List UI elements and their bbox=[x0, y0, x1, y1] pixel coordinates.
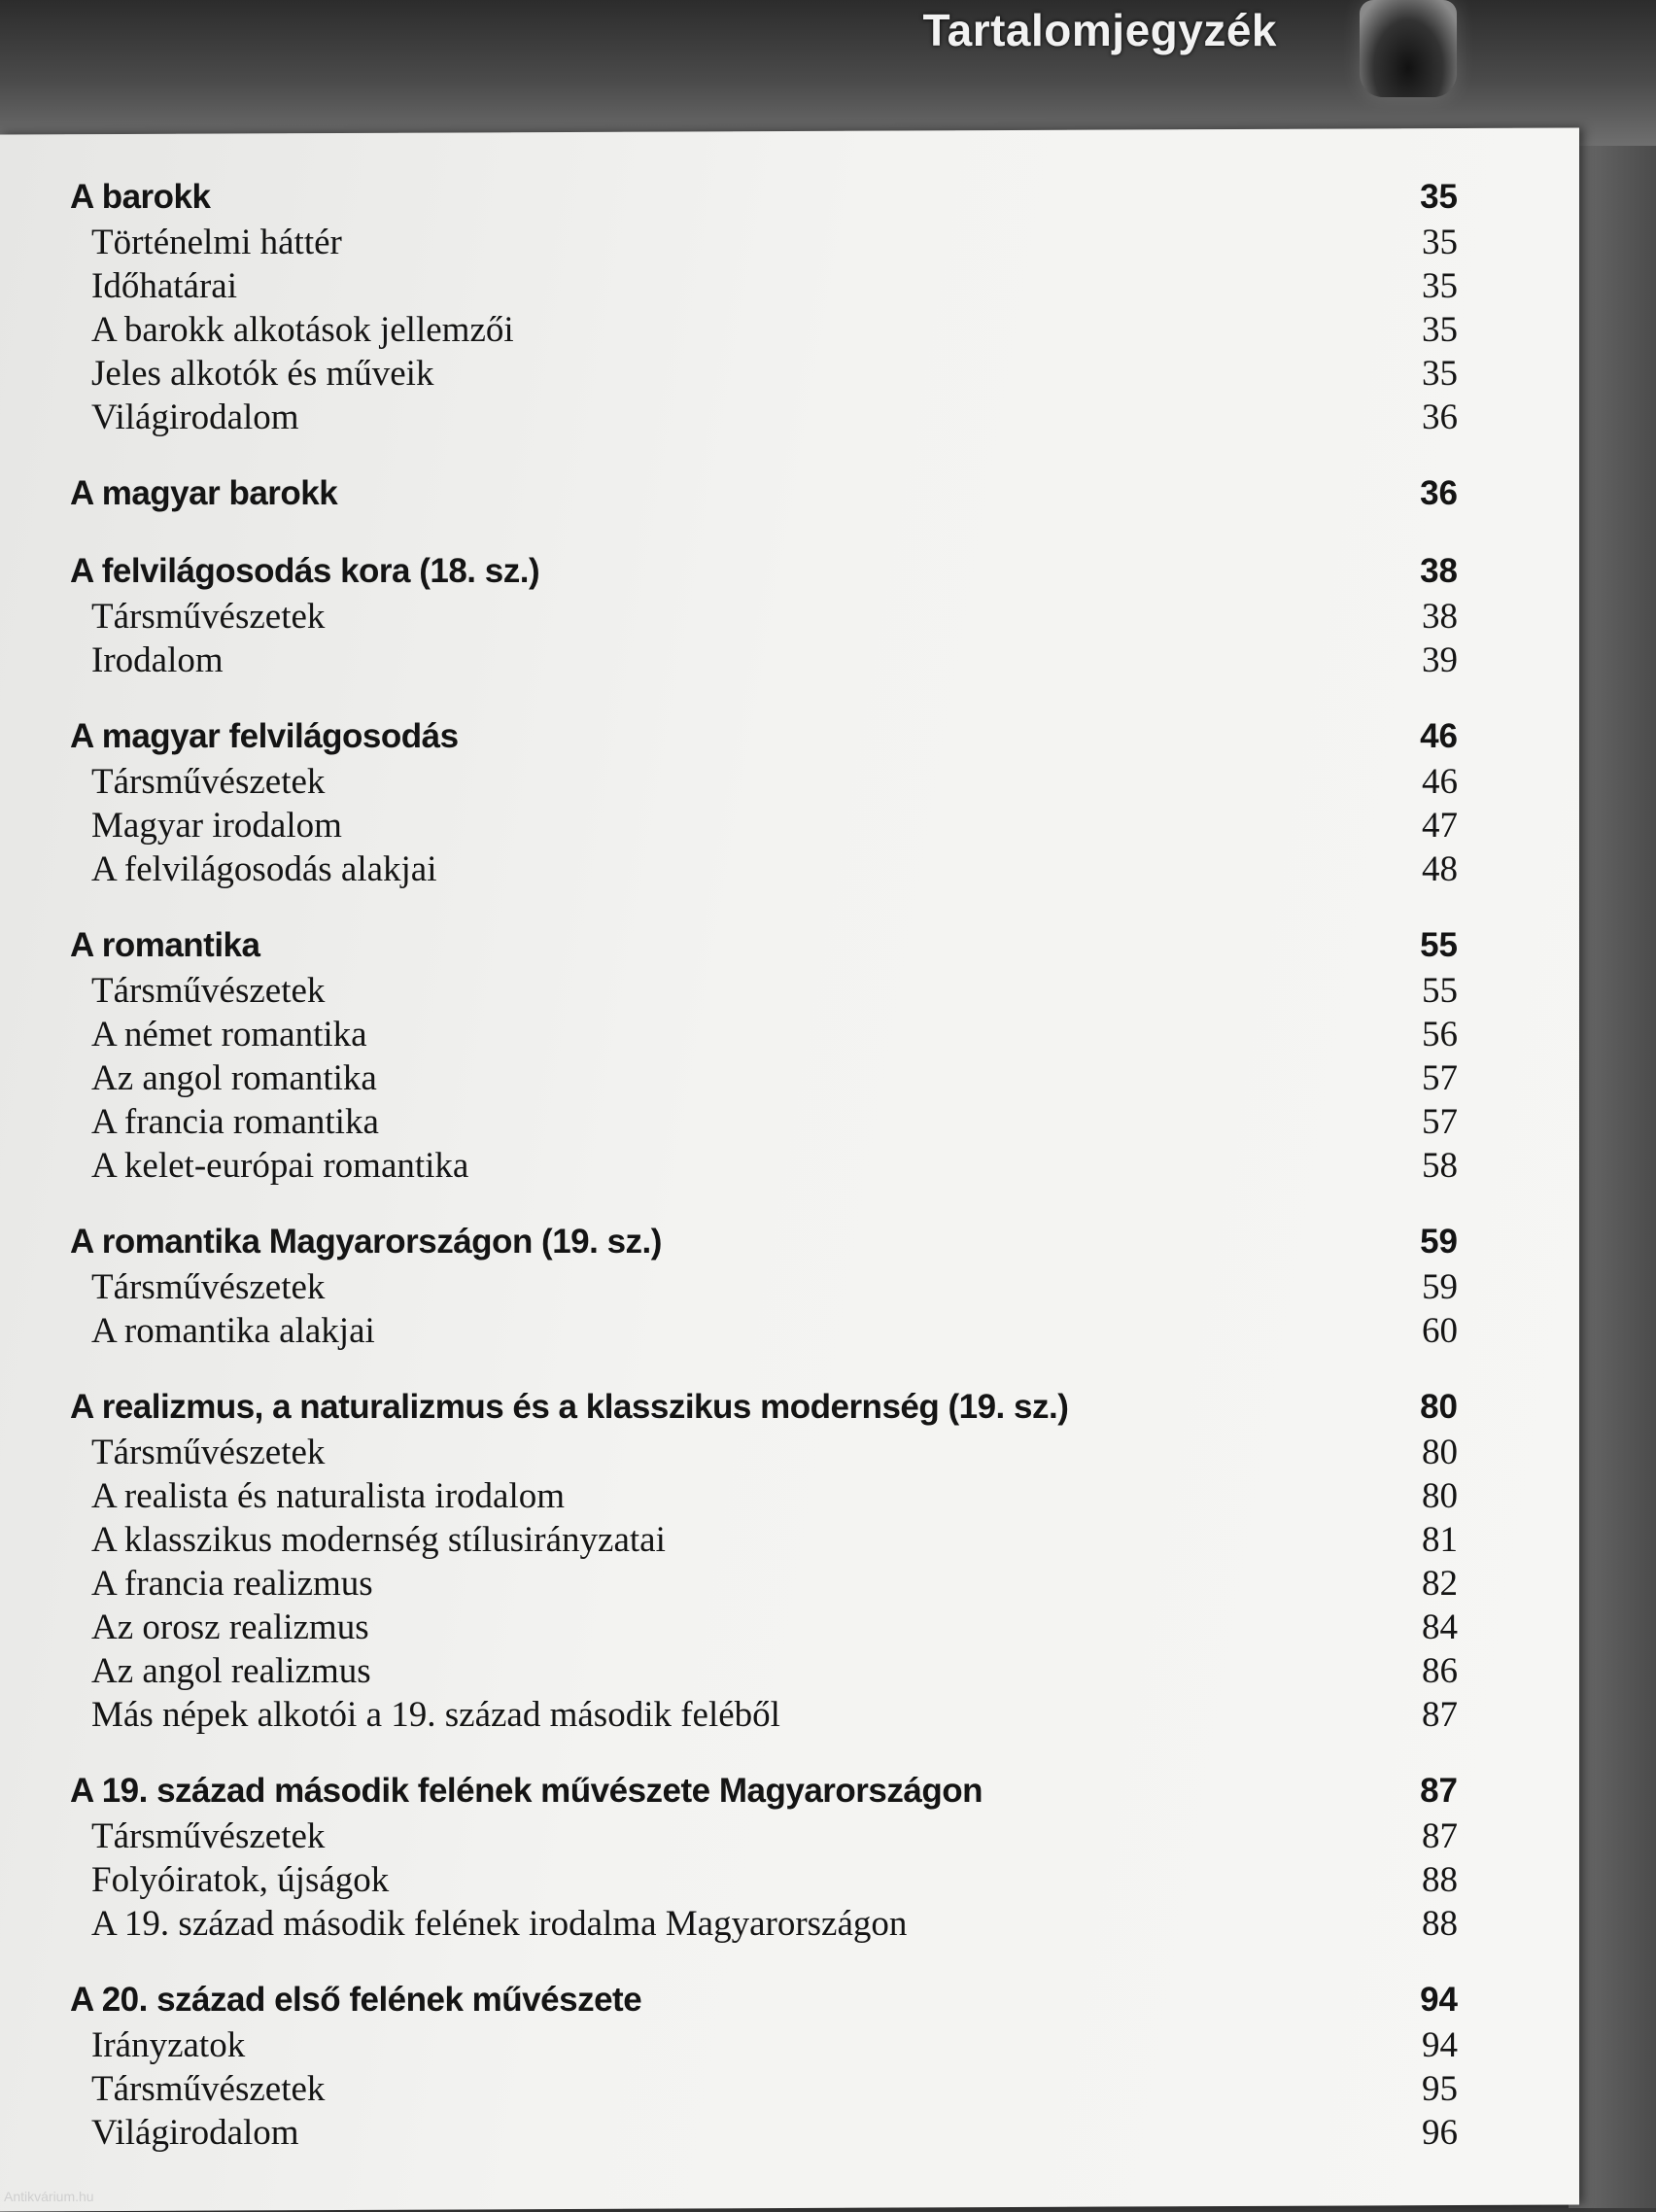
section-title: A magyar felvilágosodás bbox=[70, 717, 459, 755]
entry-title: Irodalom bbox=[91, 640, 224, 680]
entry-page-number: 36 bbox=[1422, 397, 1458, 437]
toc-section-heading bbox=[70, 1388, 1458, 1432]
toc-entry bbox=[70, 639, 1458, 683]
entry-page-number: 55 bbox=[1422, 971, 1458, 1011]
entry-page-number: 35 bbox=[1422, 223, 1458, 262]
toc-section bbox=[70, 178, 1458, 440]
entry-title: Társművészetek bbox=[91, 597, 326, 637]
toc-entry bbox=[70, 1694, 1458, 1738]
toc-entry bbox=[70, 1432, 1458, 1475]
watermark: Antikvárium.hu bbox=[4, 2189, 94, 2204]
toc-entry bbox=[70, 2068, 1458, 2112]
toc-entry bbox=[70, 596, 1458, 639]
entry-page-number: 87 bbox=[1422, 1816, 1458, 1856]
toc-entry bbox=[70, 1650, 1458, 1694]
toc-entry bbox=[70, 1310, 1458, 1354]
entry-page-number: 80 bbox=[1422, 1476, 1458, 1516]
toc-section bbox=[70, 1388, 1458, 1738]
background-right bbox=[1569, 146, 1656, 2208]
toc-entry bbox=[70, 1903, 1458, 1947]
entry-page-number: 48 bbox=[1422, 849, 1458, 889]
entry-title: Az angol realizmus bbox=[91, 1651, 371, 1691]
section-title: A romantika Magyarországon (19. sz.) bbox=[70, 1223, 662, 1261]
toc-entry bbox=[70, 1815, 1458, 1859]
toc-section-heading bbox=[70, 717, 1458, 761]
toc-entry bbox=[70, 1266, 1458, 1310]
toc-section bbox=[70, 552, 1458, 683]
entry-page-number: 57 bbox=[1422, 1102, 1458, 1142]
entry-title: Más népek alkotói a 19. század második feléből bbox=[91, 1695, 780, 1735]
section-title: A barokk bbox=[70, 178, 211, 216]
entry-title: Magyar irodalom bbox=[91, 806, 342, 846]
entry-page-number: 56 bbox=[1422, 1015, 1458, 1054]
section-page-number: 55 bbox=[1420, 926, 1458, 964]
toc-section-heading bbox=[70, 178, 1458, 222]
toc-entry bbox=[70, 2112, 1458, 2156]
entry-page-number: 87 bbox=[1422, 1695, 1458, 1735]
section-title: A realizmus, a naturalizmus és a klasszikus modernség (19. sz.) bbox=[70, 1388, 1069, 1426]
section-page-number: 94 bbox=[1420, 1981, 1458, 2019]
toc-entry bbox=[70, 397, 1458, 440]
entry-title: Társművészetek bbox=[91, 1267, 326, 1307]
entry-title: A felvilágosodás alakjai bbox=[91, 849, 437, 889]
entry-page-number: 86 bbox=[1422, 1651, 1458, 1691]
toc-entry bbox=[70, 1101, 1458, 1145]
entry-title: A francia romantika bbox=[91, 1102, 379, 1142]
entry-page-number: 60 bbox=[1422, 1311, 1458, 1351]
toc-section-heading bbox=[70, 474, 1458, 518]
section-page-number: 36 bbox=[1420, 474, 1458, 512]
entry-page-number: 81 bbox=[1422, 1520, 1458, 1560]
jar-photo bbox=[1360, 0, 1457, 97]
toc-entry bbox=[70, 1057, 1458, 1101]
toc-entry bbox=[70, 2024, 1458, 2068]
entry-page-number: 58 bbox=[1422, 1146, 1458, 1186]
toc-section bbox=[70, 1223, 1458, 1354]
section-page-number: 35 bbox=[1420, 178, 1458, 216]
entry-page-number: 38 bbox=[1422, 597, 1458, 637]
toc-entry bbox=[70, 1607, 1458, 1650]
section-title: A 19. század második felének művészete Magyarországon bbox=[70, 1772, 983, 1810]
entry-title: Társművészetek bbox=[91, 1433, 326, 1472]
entry-page-number: 46 bbox=[1422, 762, 1458, 802]
toc-section bbox=[70, 1981, 1458, 2156]
entry-page-number: 80 bbox=[1422, 1433, 1458, 1472]
entry-title: Társművészetek bbox=[91, 762, 326, 802]
section-page-number: 87 bbox=[1420, 1772, 1458, 1810]
entry-page-number: 84 bbox=[1422, 1607, 1458, 1647]
entry-title: A német romantika bbox=[91, 1015, 367, 1054]
toc-entry bbox=[70, 222, 1458, 265]
section-page-number: 38 bbox=[1420, 552, 1458, 590]
entry-page-number: 57 bbox=[1422, 1058, 1458, 1098]
toc-entry bbox=[70, 1014, 1458, 1057]
entry-title: Világirodalom bbox=[91, 397, 299, 437]
entry-title: A klasszikus modernség stílusirányzatai bbox=[91, 1520, 666, 1560]
entry-page-number: 94 bbox=[1422, 2025, 1458, 2065]
section-title: A felvilágosodás kora (18. sz.) bbox=[70, 552, 540, 590]
entry-page-number: 39 bbox=[1422, 640, 1458, 680]
section-page-number: 80 bbox=[1420, 1388, 1458, 1426]
toc-section bbox=[70, 926, 1458, 1189]
entry-page-number: 82 bbox=[1422, 1564, 1458, 1604]
section-title: A 20. század első felének művészete bbox=[70, 1981, 642, 2019]
entry-title: Jeles alkotók és műveik bbox=[91, 354, 434, 394]
entry-title: Történelmi háttér bbox=[91, 223, 342, 262]
table-of-contents bbox=[70, 178, 1458, 2190]
toc-entry bbox=[70, 1563, 1458, 1607]
toc-entry bbox=[70, 1145, 1458, 1189]
entry-page-number: 88 bbox=[1422, 1904, 1458, 1944]
section-page-number: 46 bbox=[1420, 717, 1458, 755]
section-page-number: 59 bbox=[1420, 1223, 1458, 1261]
toc-entry bbox=[70, 761, 1458, 805]
entry-title: Világirodalom bbox=[91, 2113, 299, 2153]
toc-entry bbox=[70, 1859, 1458, 1903]
entry-page-number: 35 bbox=[1422, 354, 1458, 394]
entry-page-number: 35 bbox=[1422, 266, 1458, 306]
toc-entry bbox=[70, 309, 1458, 353]
toc-section-heading bbox=[70, 1223, 1458, 1266]
entry-title: Társművészetek bbox=[91, 2069, 326, 2109]
toc-section-heading bbox=[70, 926, 1458, 970]
entry-page-number: 35 bbox=[1422, 310, 1458, 350]
entry-title: Folyóiratok, újságok bbox=[91, 1860, 390, 1900]
section-title: A magyar barokk bbox=[70, 474, 338, 512]
toc-entry bbox=[70, 265, 1458, 309]
entry-title: A 19. század második felének irodalma Magyarországon bbox=[91, 1904, 908, 1944]
toc-entry bbox=[70, 353, 1458, 397]
toc-entry bbox=[70, 970, 1458, 1014]
entry-title: A realista és naturalista irodalom bbox=[91, 1476, 566, 1516]
toc-section bbox=[70, 717, 1458, 892]
section-title: A romantika bbox=[70, 926, 260, 964]
entry-page-number: 96 bbox=[1422, 2113, 1458, 2153]
entry-page-number: 59 bbox=[1422, 1267, 1458, 1307]
entry-page-number: 88 bbox=[1422, 1860, 1458, 1900]
entry-title: A romantika alakjai bbox=[91, 1311, 375, 1351]
page-title: Tartalomjegyzék bbox=[922, 5, 1277, 55]
entry-title: Társművészetek bbox=[91, 971, 326, 1011]
entry-page-number: 95 bbox=[1422, 2069, 1458, 2109]
entry-title: Az orosz realizmus bbox=[91, 1607, 369, 1647]
toc-entry bbox=[70, 1475, 1458, 1519]
toc-section-heading bbox=[70, 1981, 1458, 2024]
entry-title: A kelet-európai romantika bbox=[91, 1146, 469, 1186]
toc-entry bbox=[70, 1519, 1458, 1563]
toc-section bbox=[70, 474, 1458, 518]
entry-title: Irányzatok bbox=[91, 2025, 246, 2065]
entry-page-number: 47 bbox=[1422, 806, 1458, 846]
toc-section bbox=[70, 1772, 1458, 1947]
entry-title: A barokk alkotások jellemzői bbox=[91, 310, 514, 350]
toc-entry bbox=[70, 848, 1458, 892]
entry-title: A francia realizmus bbox=[91, 1564, 373, 1604]
toc-entry bbox=[70, 805, 1458, 848]
toc-section-heading bbox=[70, 1772, 1458, 1815]
entry-title: Az angol romantika bbox=[91, 1058, 377, 1098]
entry-title: Társművészetek bbox=[91, 1816, 326, 1856]
entry-title: Időhatárai bbox=[91, 266, 237, 306]
header-band bbox=[0, 0, 1656, 146]
toc-section-heading bbox=[70, 552, 1458, 596]
